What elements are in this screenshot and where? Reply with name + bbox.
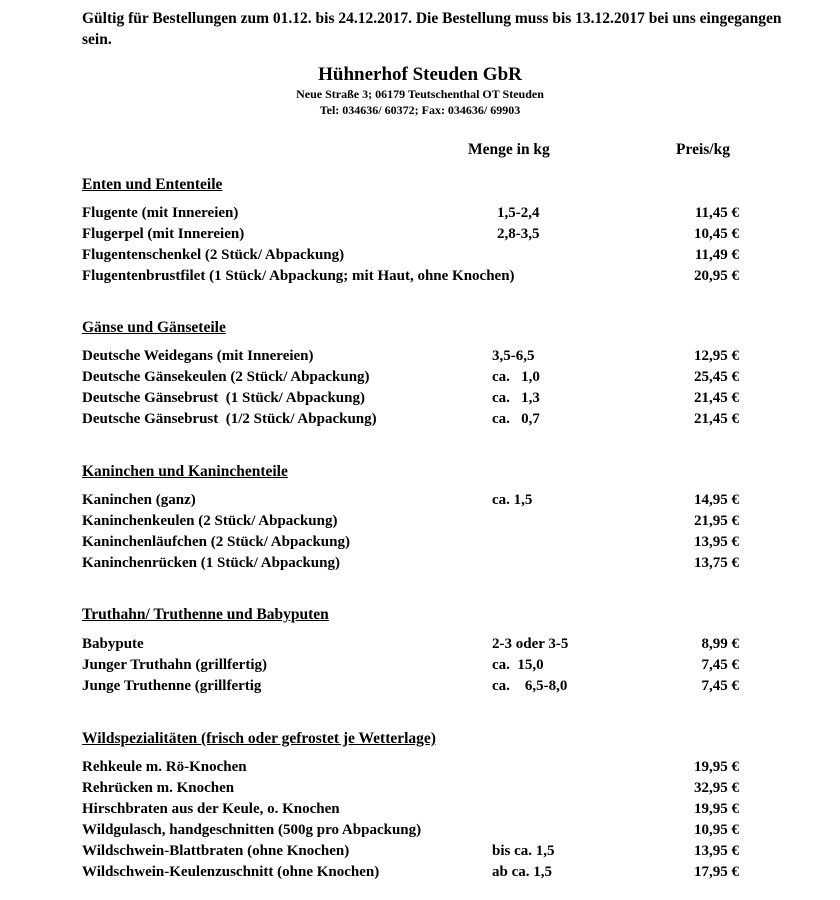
- item-quantity: ca. 1,5: [492, 492, 533, 508]
- item-price: 7,45 €: [701, 657, 739, 673]
- section-title-ducks: Enten und Ententeile: [82, 176, 223, 193]
- section-title-turkey: Truthahn/ Truthenne und Babyputen: [82, 606, 329, 623]
- item-price: 32,95 €: [694, 780, 739, 796]
- item-name: Junger Truthahn (grillfertig): [82, 657, 267, 673]
- price-row: [0, 778, 840, 798]
- price-row: [0, 862, 840, 882]
- price-row: [0, 757, 840, 777]
- price-column-header: Preis/kg: [676, 141, 730, 158]
- item-price: 10,95 €: [694, 822, 739, 838]
- item-quantity: bis ca. 1,5: [492, 843, 555, 859]
- item-price: 21,95 €: [694, 513, 739, 529]
- item-name: Junge Truthenne (grillfertig: [82, 678, 262, 694]
- price-row: [0, 511, 840, 531]
- item-name: Flugente (mit Innereien): [82, 205, 239, 221]
- item-name: Rehkeule m. Rö-Knochen: [82, 759, 247, 775]
- price-row: [0, 245, 840, 265]
- item-price: 17,95 €: [694, 864, 739, 880]
- item-price: 19,95 €: [694, 759, 739, 775]
- price-row: [0, 388, 840, 408]
- item-price: 21,45 €: [694, 390, 739, 406]
- item-name: Babypute: [82, 636, 144, 652]
- item-price: 11,45 €: [694, 205, 739, 221]
- item-quantity: 2,8-3,5: [497, 226, 540, 242]
- item-price: 14,95 €: [694, 492, 739, 508]
- price-row: [0, 553, 840, 573]
- item-price: 19,95 €: [694, 801, 739, 817]
- price-row: [0, 841, 840, 861]
- item-name: Kaninchen (ganz): [82, 492, 196, 508]
- price-row: [0, 203, 840, 223]
- item-quantity: 1,5-2,4: [497, 205, 540, 221]
- item-price: 13,95 €: [694, 534, 739, 550]
- item-name: Kaninchenläufchen (2 Stück/ Abpackung): [82, 534, 350, 550]
- item-name: Wildschwein-Blattbraten (ohne Knochen): [82, 843, 350, 859]
- price-row: [0, 266, 840, 286]
- item-name: Hirschbraten aus der Keule, o. Knochen: [82, 801, 340, 817]
- item-quantity: ca. 1,3: [492, 390, 540, 406]
- item-name: Kaninchenkeulen (2 Stück/ Abpackung): [82, 513, 338, 529]
- company-name: Hühnerhof Steuden GbR: [318, 64, 522, 85]
- item-name: Wildgulasch, handgeschnitten (500g pro Abpackung): [82, 822, 422, 838]
- item-price: 25,45 €: [694, 369, 739, 385]
- item-price: 10,45 €: [694, 226, 739, 242]
- item-quantity: ab ca. 1,5: [492, 864, 552, 880]
- price-row: [0, 490, 840, 510]
- item-name: Wildschwein-Keulenzuschnitt (ohne Knochen): [82, 864, 380, 880]
- item-price: 13,75 €: [694, 555, 739, 571]
- item-name: Flugerpel (mit Innereien): [82, 226, 245, 242]
- item-quantity: 2-3 oder 3-5: [492, 636, 569, 652]
- item-quantity: ca. 6,5-8,0: [492, 678, 568, 694]
- item-name: Rehrücken m. Knochen: [82, 780, 235, 796]
- item-price: 11,49 €: [694, 247, 739, 263]
- item-quantity: ca. 15,0: [492, 657, 544, 673]
- section-title-game: Wildspezialitäten (frisch oder gefrostet je Wetterlage): [82, 730, 436, 747]
- validity-notice: Gültig für Bestellungen zum 01.12. bis 24.12.2017. Die Bestellung muss bis 13.12.2017 bei uns eingegangen sein.: [82, 10, 782, 48]
- item-name: Deutsche Gänsekeulen (2 Stück/ Abpackung): [82, 369, 370, 385]
- item-name: Flugentenbrustfilet (1 Stück/ Abpackung; mit Haut, ohne Knochen): [82, 268, 515, 284]
- item-price: 12,95 €: [694, 348, 739, 364]
- price-row: [0, 676, 840, 696]
- price-row: [0, 820, 840, 840]
- item-quantity: ca. 1,0: [492, 369, 540, 385]
- item-price: 21,45 €: [694, 411, 739, 427]
- price-row: [0, 409, 840, 429]
- item-quantity: 3,5-6,5: [492, 348, 535, 364]
- price-row: [0, 634, 840, 654]
- price-row: [0, 799, 840, 819]
- item-name: Flugentenschenkel (2 Stück/ Abpackung): [82, 247, 345, 263]
- item-price: 7,45 €: [701, 678, 739, 694]
- quantity-column-header: Menge in kg: [468, 141, 550, 158]
- price-row: [0, 655, 840, 675]
- item-name: Kaninchenrücken (1 Stück/ Abpackung): [82, 555, 340, 571]
- item-price: 8,99 €: [701, 636, 739, 652]
- item-price: 20,95 €: [694, 268, 739, 284]
- company-address: Neue Straße 3; 06179 Teutschenthal OT Steuden: [296, 87, 544, 101]
- section-title-rabbits: Kaninchen und Kaninchenteile: [82, 463, 288, 480]
- company-contact: Tel: 034636/ 60372; Fax: 034636/ 69903: [319, 103, 521, 117]
- item-name: Deutsche Gänsebrust (1/2 Stück/ Abpackung): [82, 411, 377, 427]
- item-price: 13,95 €: [694, 843, 739, 859]
- price-row: [0, 346, 840, 366]
- price-row: [0, 367, 840, 387]
- price-row: [0, 532, 840, 552]
- item-quantity: ca. 0,7: [492, 411, 540, 427]
- item-name: Deutsche Weidegans (mit Innereien): [82, 348, 314, 364]
- section-title-geese: Gänse und Gänseteile: [82, 319, 226, 336]
- price-row: [0, 224, 840, 244]
- item-name: Deutsche Gänsebrust (1 Stück/ Abpackung): [82, 390, 365, 406]
